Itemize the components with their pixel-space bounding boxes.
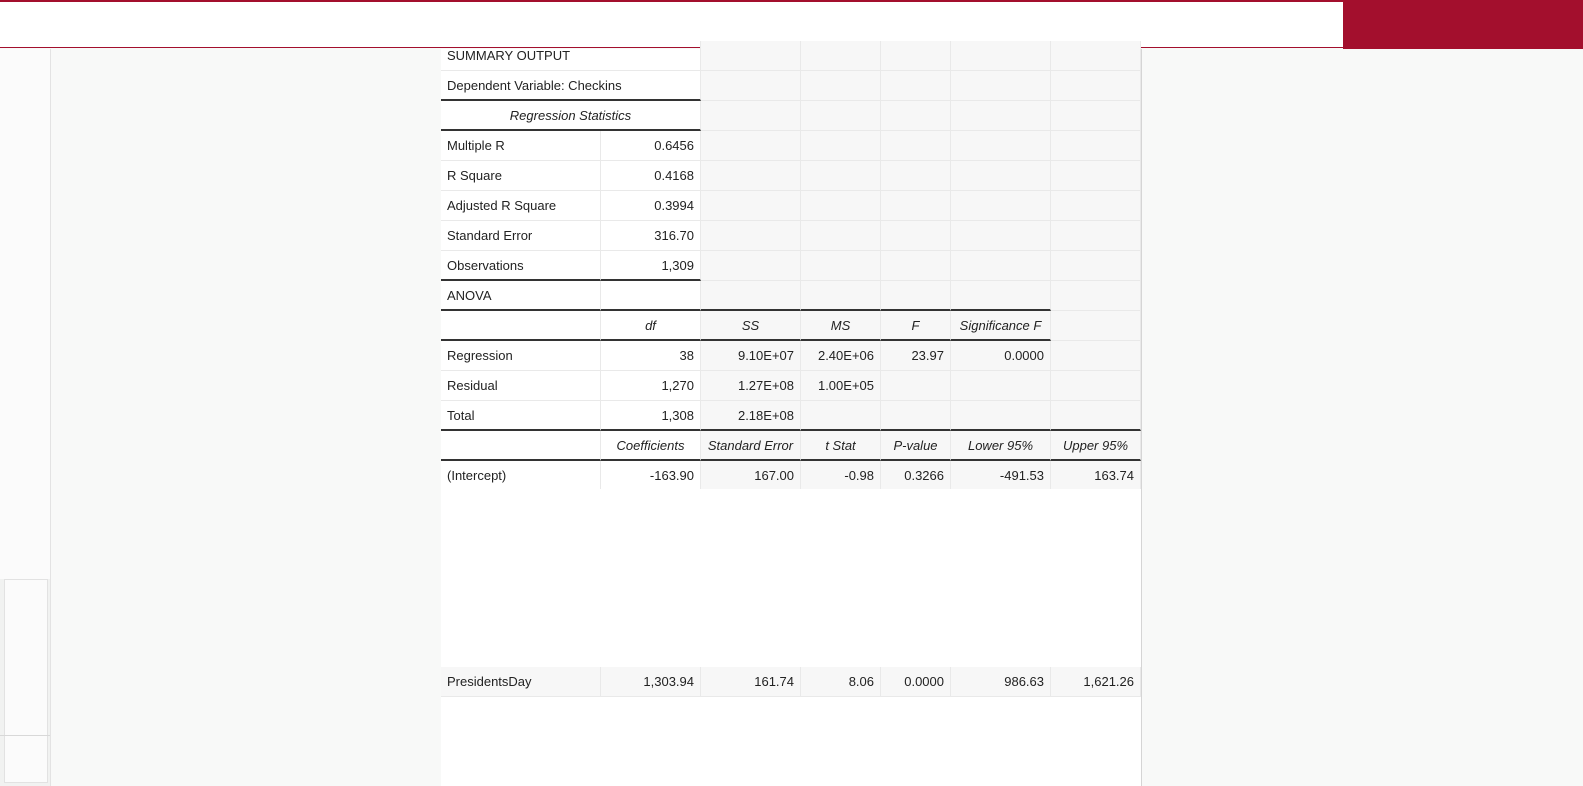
coef-p-value: 0.0000 (881, 667, 951, 697)
anova-f (881, 401, 951, 431)
empty-cell (1051, 41, 1141, 71)
empty-cell (1051, 341, 1141, 371)
coef-label: PresidentsDay (441, 667, 601, 697)
summary-title: SUMMARY OUTPUT (441, 41, 701, 71)
empty-cell (951, 191, 1051, 221)
left-rail-panel (4, 579, 48, 783)
coef-upper-95: 163.74 (1051, 461, 1141, 491)
empty-cell (441, 311, 601, 341)
coef-value: 1,303.94 (601, 667, 701, 697)
empty-cell (701, 41, 801, 71)
empty-cell (701, 251, 801, 281)
anova-df: 1,308 (601, 401, 701, 431)
empty-cell (951, 131, 1051, 161)
anova-significance-f (951, 401, 1051, 431)
stat-label: Observations (441, 251, 601, 281)
anova-df: 38 (601, 341, 701, 371)
anova-df: 1,270 (601, 371, 701, 401)
empty-cell (951, 71, 1051, 101)
anova-ss: 2.18E+08 (701, 401, 801, 431)
empty-cell (881, 191, 951, 221)
anova-header-significance-f: Significance F (951, 311, 1051, 341)
coef-upper-95: 1,621.26 (1051, 667, 1141, 697)
coef-p-value: 0.3266 (881, 461, 951, 491)
stat-value: 0.4168 (601, 161, 701, 191)
anova-f (881, 371, 951, 401)
stat-label: Standard Error (441, 221, 601, 251)
coef-value: -163.90 (601, 461, 701, 491)
anova-significance-f: 0.0000 (951, 341, 1051, 371)
anova-header-ms: MS (801, 311, 881, 341)
coef-lower-95: -491.53 (951, 461, 1051, 491)
empty-cell (881, 101, 951, 131)
empty-cell (701, 191, 801, 221)
coef-header-coefficients: Coefficients (601, 431, 701, 461)
anova-title: ANOVA (441, 281, 601, 311)
empty-cell (701, 221, 801, 251)
empty-cell (951, 101, 1051, 131)
stat-label: Multiple R (441, 131, 601, 161)
coef-t-stat: -0.98 (801, 461, 881, 491)
stat-label: Adjusted R Square (441, 191, 601, 221)
coef-header-standard-error: Standard Error (701, 431, 801, 461)
anova-ss: 1.27E+08 (701, 371, 801, 401)
blank-region (441, 697, 1141, 786)
empty-cell (881, 131, 951, 161)
empty-cell (801, 161, 881, 191)
empty-cell (1051, 311, 1141, 341)
coef-header-upper-95: Upper 95% (1051, 431, 1141, 461)
empty-cell (701, 101, 801, 131)
empty-cell (801, 251, 881, 281)
empty-cell (701, 161, 801, 191)
empty-cell (1051, 71, 1141, 101)
anova-ms (801, 401, 881, 431)
coef-header-lower-95: Lower 95% (951, 431, 1051, 461)
stat-value: 316.70 (601, 221, 701, 251)
empty-cell (801, 131, 881, 161)
empty-cell (441, 431, 601, 461)
coef-lower-95: 986.63 (951, 667, 1051, 697)
regression-statistics-header: Regression Statistics (441, 101, 701, 131)
empty-cell (881, 161, 951, 191)
empty-cell (881, 41, 951, 71)
left-rail (0, 49, 51, 786)
empty-cell (701, 281, 801, 311)
empty-cell (1051, 251, 1141, 281)
empty-cell (1051, 191, 1141, 221)
empty-cell (1051, 281, 1141, 311)
empty-cell (801, 281, 881, 311)
empty-cell (881, 281, 951, 311)
empty-cell (701, 71, 801, 101)
empty-cell (801, 191, 881, 221)
anova-ms: 2.40E+06 (801, 341, 881, 371)
empty-cell (801, 41, 881, 71)
coef-t-stat: 8.06 (801, 667, 881, 697)
stat-value: 1,309 (601, 251, 701, 281)
stat-value: 0.3994 (601, 191, 701, 221)
coef-header-t-stat: t Stat (801, 431, 881, 461)
empty-cell (881, 221, 951, 251)
top-bar-accent (1343, 0, 1583, 49)
empty-cell (881, 251, 951, 281)
empty-cell (951, 221, 1051, 251)
anova-header-ss: SS (701, 311, 801, 341)
regression-output-sheet (441, 49, 1142, 786)
empty-cell (1051, 131, 1141, 161)
blank-region (441, 489, 1141, 667)
coef-header-p-value: P-value (881, 431, 951, 461)
empty-cell (1051, 371, 1141, 401)
anova-header-df: df (601, 311, 701, 341)
anova-f: 23.97 (881, 341, 951, 371)
anova-ms: 1.00E+05 (801, 371, 881, 401)
empty-cell (951, 41, 1051, 71)
empty-cell (1051, 221, 1141, 251)
empty-cell (881, 71, 951, 101)
anova-header-f: F (881, 311, 951, 341)
left-rail-divider (0, 735, 50, 736)
stat-label: R Square (441, 161, 601, 191)
anova-label: Regression (441, 341, 601, 371)
left-rail-top-area (0, 49, 50, 579)
empty-cell (601, 281, 701, 311)
empty-cell (951, 251, 1051, 281)
stat-value: 0.6456 (601, 131, 701, 161)
coef-label: (Intercept) (441, 461, 601, 491)
anova-ss: 9.10E+07 (701, 341, 801, 371)
coef-standard-error: 161.74 (701, 667, 801, 697)
empty-cell (701, 131, 801, 161)
coef-standard-error: 167.00 (701, 461, 801, 491)
empty-cell (1051, 101, 1141, 131)
empty-cell (801, 221, 881, 251)
empty-cell (801, 71, 881, 101)
dependent-variable-label: Dependent Variable: Checkins (441, 71, 701, 101)
empty-cell (801, 101, 881, 131)
empty-cell (951, 281, 1051, 311)
anova-significance-f (951, 371, 1051, 401)
anova-label: Total (441, 401, 601, 431)
empty-cell (951, 161, 1051, 191)
empty-cell (1051, 401, 1141, 431)
empty-cell (1051, 161, 1141, 191)
anova-label: Residual (441, 371, 601, 401)
